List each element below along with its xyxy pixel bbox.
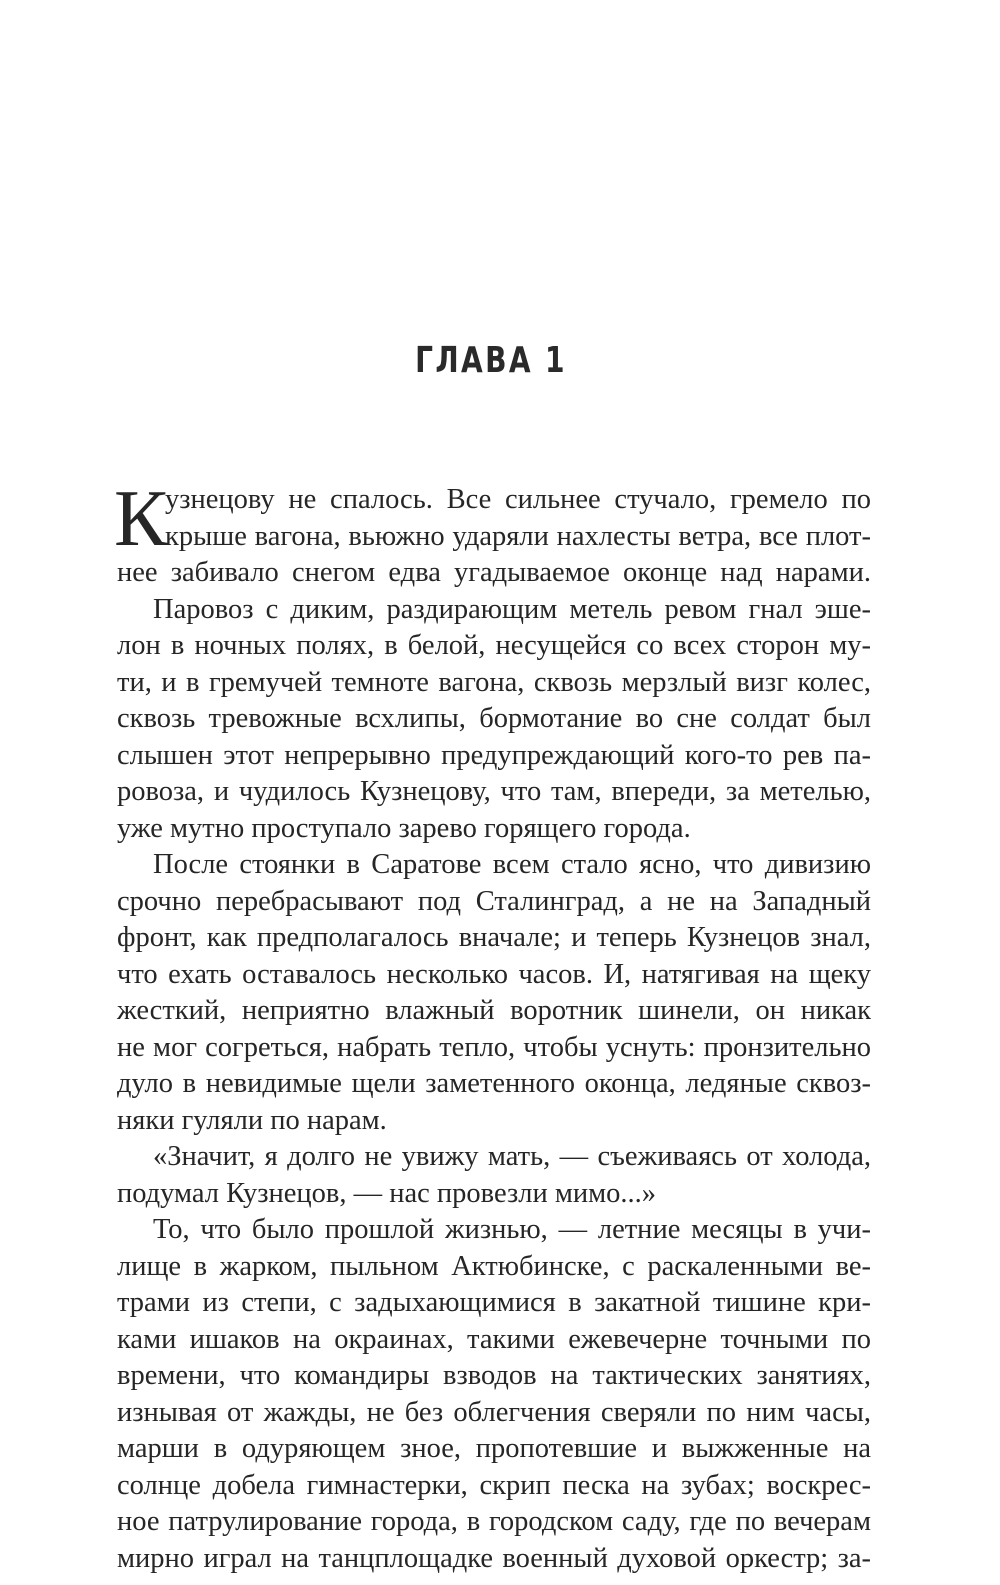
text-line: лон в ночных полях, в белой, несущейся со всех сторон му- (117, 630, 871, 661)
text-line: сквозь тревожные всхлипы, бормотание во сне солдат был (117, 703, 871, 734)
paragraph-end-line: няки гуляли по нарам. (117, 1104, 387, 1136)
chapter-title: ГЛАВА 1 (415, 340, 567, 381)
text-line: слышен этот непрерывно предупреждающий кого-то рев па- (117, 739, 871, 771)
paragraph-start-line: После стоянки в Саратове всем стало ясно, что дивизию (153, 849, 871, 880)
paragraph-end-line: подумал Кузнецов, — нас провезли мимо...» (117, 1177, 657, 1209)
text-line: фронт, как предполагалось вначале; и теперь Кузнецов знал, (117, 922, 871, 953)
text-line: жесткий, неприятно влажный воротник шинели, он никак (117, 995, 871, 1026)
drop-cap-letter: К (114, 475, 168, 563)
text-line: не мог согреться, набрать тепло, чтобы уснуть: пронзительно (117, 1031, 871, 1063)
text-line: ровоза, и чудилось Кузнецову, что там, впереди, за метелью, (117, 776, 871, 807)
text-line: лище в жарком, пыльном Актюбинске, с раскаленными ве- (117, 1250, 871, 1282)
text-line: солнце добела гимнастерки, скрип песка на зубах; воскрес- (117, 1469, 871, 1501)
text-line: времени, что командиры взводов на тактических занятиях, (117, 1360, 871, 1391)
text-line: мирно играл на танцплощадке военный духовой оркестр; за- (117, 1542, 871, 1574)
text-line: срочно перебрасывают под Сталинград, а не на Западный (117, 885, 871, 917)
paragraph-start-line: То, что было прошлой жизнью, — летние месяцы в учи- (153, 1214, 871, 1245)
text-line: марши в одуряющем зное, пропотевшие и выжженные на (117, 1433, 871, 1464)
text-line: узнецову не спалось. Все сильнее стучало, гремело по (165, 484, 871, 515)
text-line: ти, и в гремучей темноте вагона, сквозь мерзлый визг колес, (117, 666, 871, 698)
paragraph-start-line: «Значит, я долго не увижу мать, — съеживаясь от холода, (153, 1141, 871, 1172)
text-line: ками ишаков на окраинах, такими ежевечерне точными по (117, 1323, 871, 1355)
text-line: трами из степи, с задыхающимися в закатной тишине кри- (117, 1287, 871, 1318)
paragraph-start-line: Паровоз с диким, раздирающим метель ревом гнал эше- (153, 593, 871, 625)
text-line: крыше вагона, вьюжно ударяли нахлесты ветра, все плот- (165, 520, 871, 552)
text-line: дуло в невидимые щели заметенного оконца, ледяные сквоз- (117, 1068, 871, 1099)
text-line: что ехать оставалось несколько часов. И, натягивая на щеку (117, 958, 871, 990)
paragraph-end-line: уже мутно проступало зарево горящего города. (117, 812, 691, 844)
text-line: ное патрулирование города, в городском саду, где по вечерам (117, 1506, 871, 1537)
text-line: изнывая от жажды, не без облегчения сверяли по ним часы, (117, 1396, 871, 1428)
text-line: нее забивало снегом едва угадываемое оконце над нарами. (117, 557, 871, 588)
chapter-body-text (114, 475, 871, 1577)
